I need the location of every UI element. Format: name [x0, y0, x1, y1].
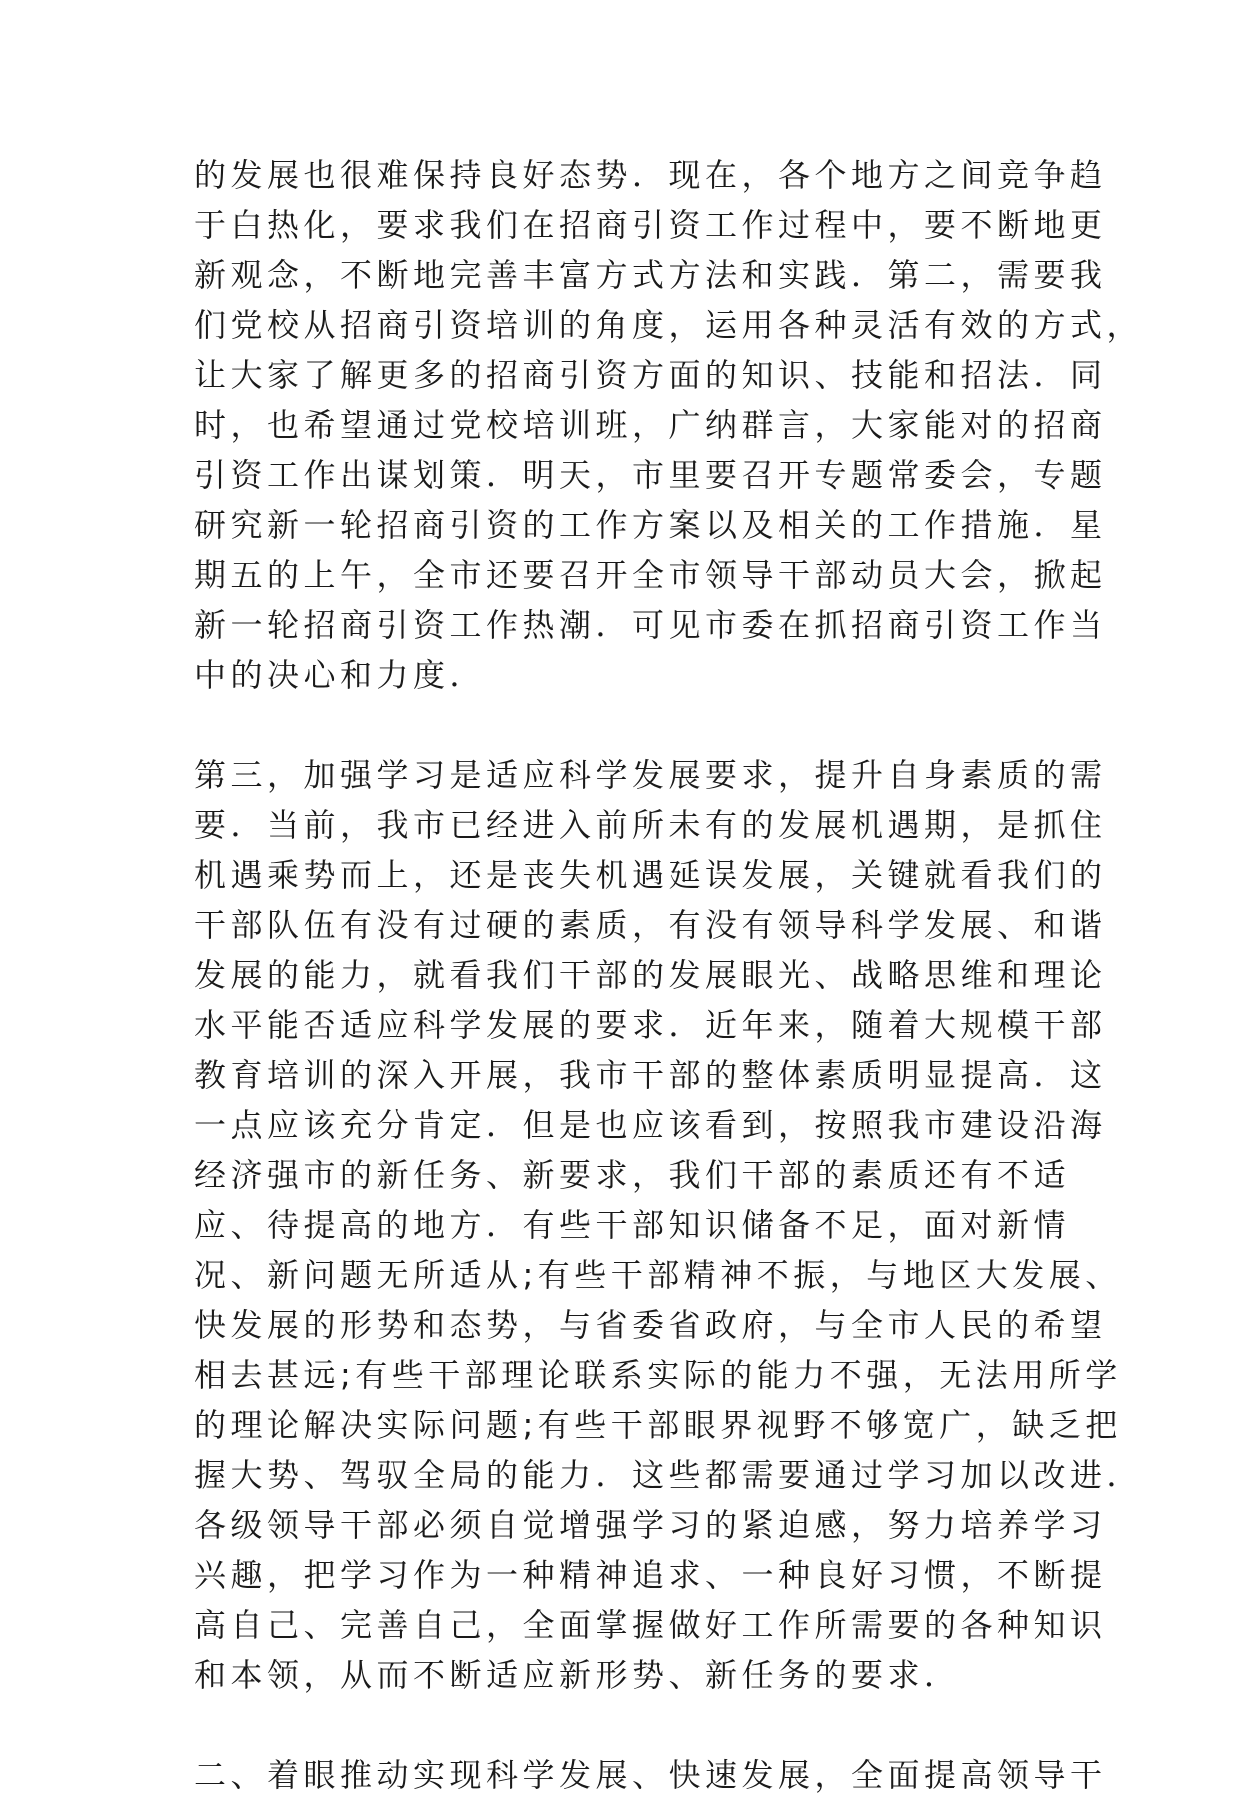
text-line: 研究新一轮招商引资的工作方案以及相关的工作措施．星 [194, 506, 1107, 544]
text-line: 的发展也很难保持良好态势．现在，各个地方之间竞争趋 [194, 156, 1107, 194]
text-line: 水平能否适应科学发展的要求．近年来，随着大规模干部 [194, 1006, 1107, 1044]
text-line: 和本领，从而不断适应新形势、新任务的要求． [194, 1656, 961, 1694]
paragraph-2 [194, 750, 1144, 1700]
paragraph-spacer [194, 1700, 1074, 1750]
text-line: 快发展的形势和态势，与省委省政府，与全市人民的希望 [194, 1306, 1107, 1344]
text-line: 发展的能力，就看我们干部的发展眼光、战略思维和理论 [194, 956, 1107, 994]
text-line: 应、待提高的地方．有些干部知识储备不足，面对新情 [194, 1206, 1071, 1244]
text-line: 期五的上午，全市还要召开全市领导干部动员大会，掀起 [194, 556, 1107, 594]
text-line: 一点应该充分肯定．但是也应该看到，按照我市建设沿海 [194, 1106, 1107, 1144]
text-line: 经济强市的新任务、新要求，我们干部的素质还有不适 [194, 1156, 1071, 1194]
text-line: 相去甚远;有些干部理论联系实际的能力不强，无法用所学 [194, 1356, 1122, 1394]
text-line: 握大势、驾驭全局的能力．这些都需要通过学习加以改进． [194, 1456, 1144, 1494]
text-line: 引资工作出谋划策．明天，市里要召开专题常委会，专题 [194, 456, 1107, 494]
text-line: 干部队伍有没有过硬的素质，有没有领导科学发展、和谐 [194, 906, 1107, 944]
text-line: 教育培训的深入开展，我市干部的整体素质明显提高．这 [194, 1056, 1107, 1094]
text-line: 新一轮招商引资工作热潮．可见市委在抓招商引资工作当 [194, 606, 1107, 644]
text-line: 的理论解决实际问题;有些干部眼界视野不够宽广，缺乏把 [194, 1406, 1122, 1444]
paragraph-1 [194, 150, 1144, 700]
text-line: 兴趣，把学习作为一种精神追求、一种良好习惯，不断提 [194, 1556, 1107, 1594]
text-line: 高自己、完善自己，全面掌握做好工作所需要的各种知识 [194, 1606, 1107, 1644]
text-line: 各级领导干部必须自觉增强学习的紧迫感，努力培养学习 [194, 1506, 1107, 1544]
text-line: 于白热化，要求我们在招商引资工作过程中，要不断地更 [194, 206, 1107, 244]
text-line: 第三，加强学习是适应科学发展要求，提升自身素质的需 [194, 756, 1107, 794]
text-line: 况、新问题无所适从;有些干部精神不振，与地区大发展、 [194, 1256, 1122, 1294]
text-line: 们党校从招商引资培训的角度，运用各种灵活有效的方式， [194, 306, 1144, 344]
text-line: 要．当前，我市已经进入前所未有的发展机遇期，是抓住 [194, 806, 1107, 844]
text-line: 时，也希望通过党校培训班，广纳群言，大家能对的招商 [194, 406, 1107, 444]
document-body [194, 150, 1144, 1800]
text-line: 让大家了解更多的招商引资方面的知识、技能和招法．同 [194, 356, 1107, 394]
paragraph-spacer [194, 700, 1074, 750]
text-line: 机遇乘势而上，还是丧失机遇延误发展，关键就看我们的 [194, 856, 1107, 894]
text-line: 新观念，不断地完善丰富方式方法和实践．第二，需要我 [194, 256, 1107, 294]
text-line: 二、着眼推动实现科学发展、快速发展，全面提高领导干 [194, 1756, 1107, 1794]
section-heading [194, 1750, 1107, 1800]
text-line: 中的决心和力度． [194, 656, 487, 694]
